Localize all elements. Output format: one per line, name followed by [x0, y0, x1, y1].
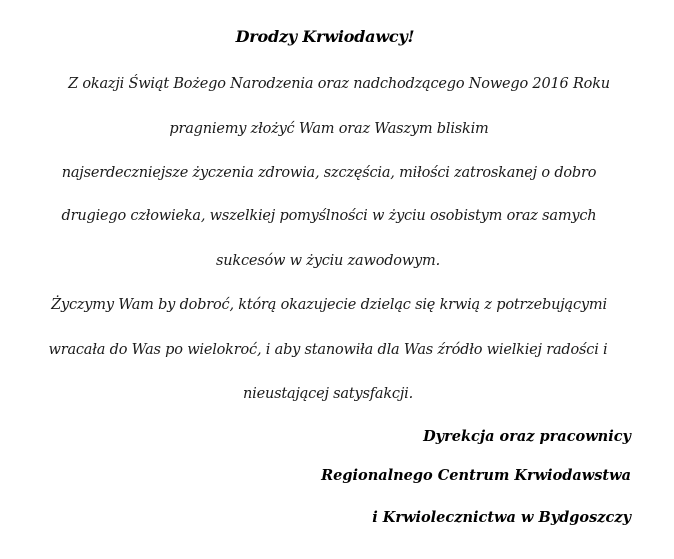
- paragraph1-line-2: pragniemy złożyć Wam oraz Waszym bliskim: [169, 121, 489, 137]
- signature-line-3: i Krwiolecznictwa w Bydgoszczy: [372, 509, 631, 526]
- signature-line-1: Dyrekcja oraz pracownicy: [423, 428, 631, 445]
- signature-line-2: Regionalnego Centrum Krwiodawstwa: [321, 467, 631, 484]
- letter-greeting: Drodzy Krwiodawcy!: [235, 27, 415, 46]
- paragraph1-line-1: Z okazji Świąt Bożego Narodzenia oraz nadchodzącego Nowego 2016 Roku: [68, 76, 610, 92]
- paragraph1-line-5: sukcesów w życiu zawodowym.: [215, 253, 441, 269]
- paragraph1-line-4: drugiego człowieka, wszelkiej pomyślności w życiu osobistym oraz samych: [61, 208, 597, 224]
- paragraph2-line-2: wracała do Was po wielokroć, i aby stanowiła dla Was źródło wielkiej radości i: [48, 342, 608, 358]
- paragraph2-line-3: nieustającej satysfakcji.: [243, 386, 413, 402]
- paragraph2-line-1: Życzymy Wam by dobroć, którą okazujecie dzieląc się krwią z potrzebującymi: [51, 297, 607, 313]
- paragraph1-line-3: najserdeczniejsze życzenia zdrowia, szczęścia, miłości zatroskanej o dobro: [61, 165, 597, 181]
